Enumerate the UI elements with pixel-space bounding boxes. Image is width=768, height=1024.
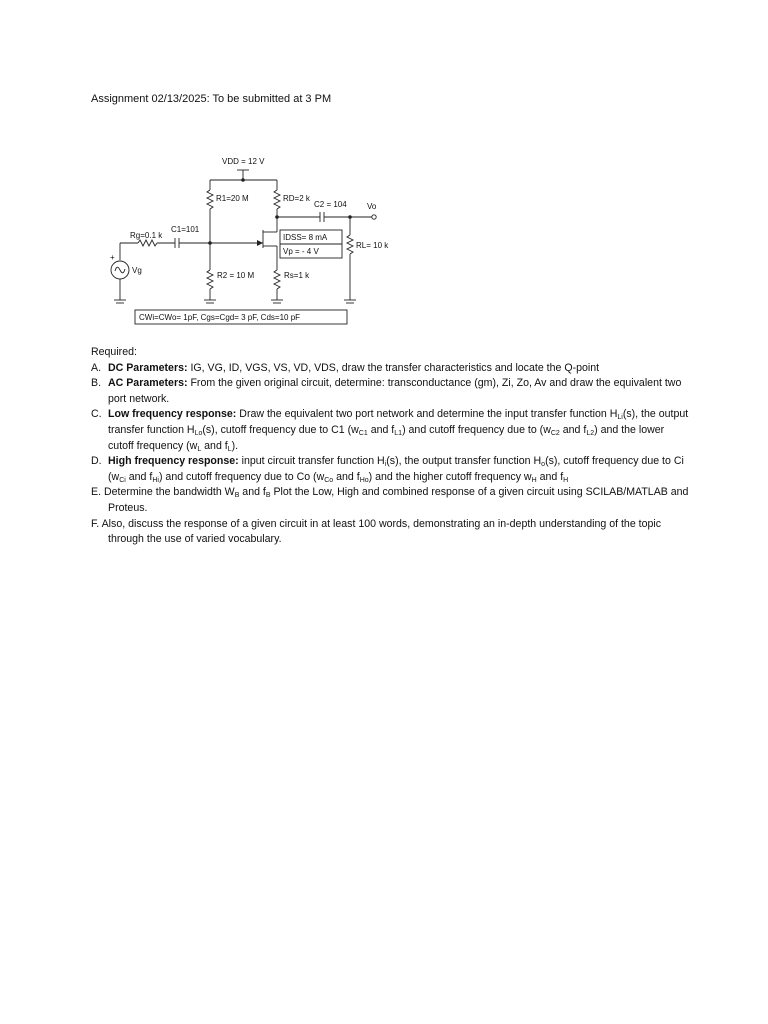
- requirements-section: [91, 345, 691, 548]
- list-item: C. Low frequency response: Draw the equivalent two port network and determine the input transfer function $H_{Li}(s)$, the output transfer function $H_{Lo}(s)$, cutoff frequency due to C1 ($w_{C1}$ and $f_{L1}$) and cutoff frequency due to ($w_{C2}$ and $f_{L2}$) and the lower cutoff frequency ($w_L$ and $f_L$).: [91, 408, 689, 453]
- r1-label: R1=20 M: [216, 194, 249, 203]
- circuit-diagram: [100, 150, 400, 335]
- c2-label: C2 = 104: [314, 200, 347, 209]
- requirements-list: [91, 361, 691, 548]
- required-heading: Required:: [91, 346, 137, 358]
- list-item: F. Also, discuss the response of a given circuit in at least 100 words, demonstrating an in-depth understanding of the topic through the use of varied vocabulary.: [91, 517, 662, 546]
- list-item: E. Determine the bandwidth $W_B$ and $f_B$ Plot the Low, High and combined response of a given circuit using SCILAB/MATLAB and Proteus.: [91, 486, 689, 514]
- r2-label: R2 = 10 M: [217, 271, 255, 280]
- vp-label: Vp = - 4 V: [283, 247, 319, 256]
- plus-label: +: [110, 253, 115, 262]
- c1-label: C1=101: [171, 225, 200, 234]
- vg-label: Vg: [132, 266, 142, 275]
- capacitances-note: CWi=CWo= 1pF, Cgs=Cgd= 3 pF, Cds=10 pF: [139, 313, 301, 322]
- list-item: D. High frequency response: input circuit transfer function $H_i(s)$, the output transfer function $H_o(s)$, cutoff frequency due to Ci ($w_{Ci}$ and $f_{Hi}$) and cutoff frequency due to Co ($w_{Co}$ and $f_{Ho}$) and the higher cutoff frequency $w_H$ and $f_H$: [91, 455, 684, 484]
- assignment-title: Assignment 02/13/2025: To be submitted at 3 PM: [91, 93, 332, 105]
- list-item: A. DC Parameters: IG, VG, ID, VGS, VS, VD, VDS, draw the transfer characteristics and locate the Q-point: [91, 361, 600, 374]
- rs-label: Rs=1 k: [284, 271, 310, 280]
- rg-label: Rg=0.1 k: [130, 231, 163, 240]
- idss-label: IDSS= 8 mA: [283, 233, 328, 242]
- vdd-label: VDD = 12 V: [222, 157, 265, 166]
- vo-label: Vo: [367, 202, 377, 211]
- list-item: B. AC Parameters: From the given original circuit, determine: transconductance (gm), Zi, Zo, Av and draw the equivalent two port network.: [91, 377, 682, 405]
- rl-label: RL= 10 k: [356, 241, 389, 250]
- rd-label: RD=2 k: [283, 194, 310, 203]
